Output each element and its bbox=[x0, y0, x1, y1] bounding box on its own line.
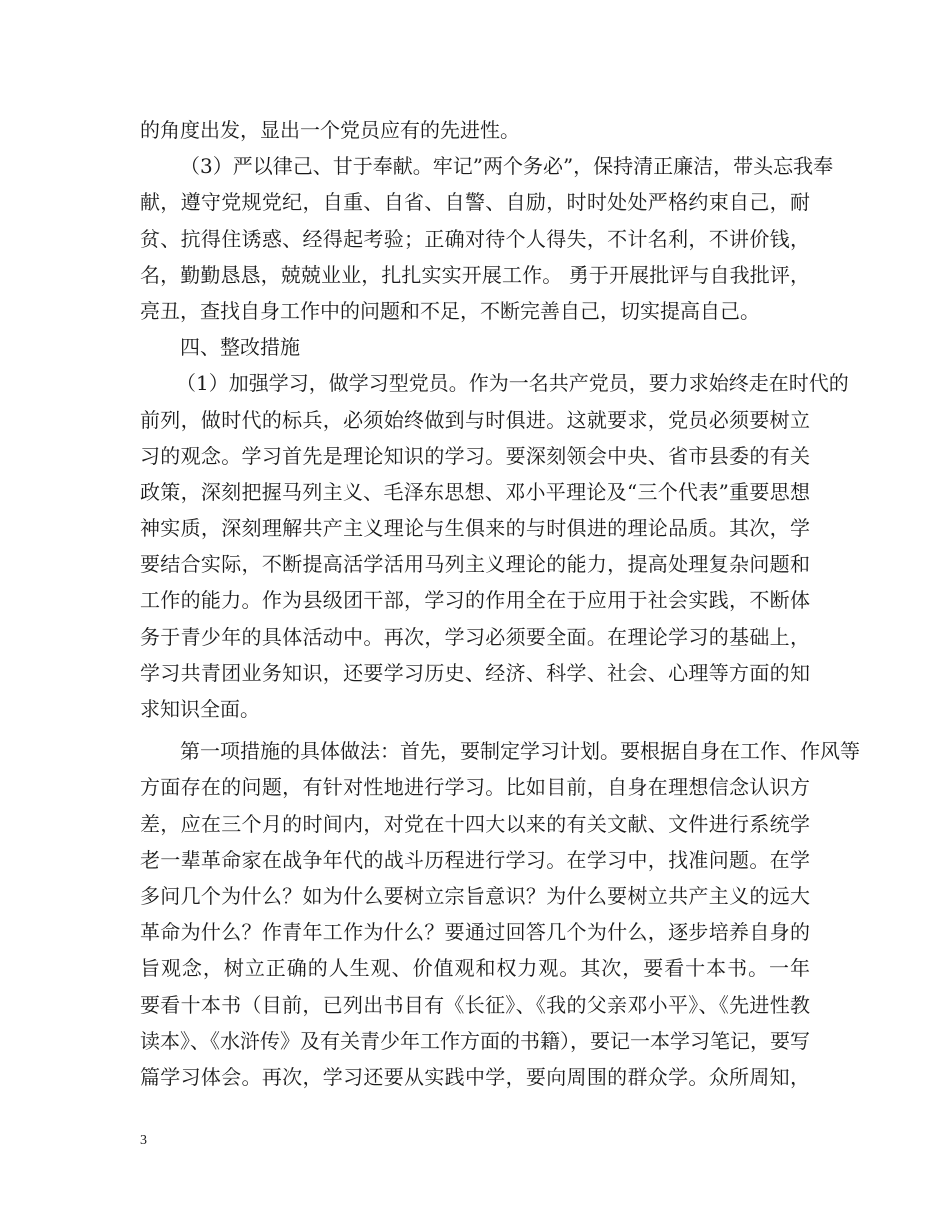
text-line: 神实质，深刻理解共产主义理论与生俱来的与时俱进的理论品质。其次，学 bbox=[140, 516, 810, 541]
text-line: （3）严以律己、甘于奉献。牢记”两个务必”，保持清正廉洁，带头忘我奉 bbox=[180, 154, 834, 179]
text-line: 要看十本书（目前，已列出书目有《长征》、《我的父亲邓小平》、《先进性教 bbox=[140, 992, 810, 1017]
text-line: 习的观念。学习首先是理论知识的学习。要深刻领会中央、省市县委的有关 bbox=[140, 443, 810, 468]
text-line: 前列，做时代的标兵，必须始终做到与时俱进。这就要求，党员必须要树立 bbox=[140, 407, 810, 432]
text-line: 的角度出发，显出一个党员应有的先进性。 bbox=[140, 118, 520, 142]
text-line: 工作的能力。作为县级团干部，学习的作用全在于应用于社会实践，不断体 bbox=[140, 588, 810, 613]
text-line: 名，勤勤恳恳，兢兢业业，扎扎实实开展工作。 勇于开展批评与自我批评， bbox=[140, 262, 810, 287]
section-heading: 四、整改措施 bbox=[180, 335, 300, 360]
text-line: 读本》、《水浒传》及有关青少年工作方面的书籍），要记一本学习笔记，要写 bbox=[140, 1028, 810, 1053]
text-line: 差，应在三个月的时间内，对党在十四大以来的有关文献、文件进行系统学 bbox=[140, 811, 810, 836]
text-line: 方面存在的问题，有针对性地进行学习。比如目前，自身在理想信念认识方 bbox=[140, 775, 810, 800]
text-line: 亮丑，查找自身工作中的问题和不足，不断完善自己，切实提高自己。 bbox=[140, 298, 760, 323]
text-line: （1）加强学习，做学习型党员。作为一名共产党员，要力求始终走在时代的 bbox=[176, 371, 849, 396]
text-line: 要结合实际，不断提高活学活用马列主义理论的能力，提高处理复杂问题和 bbox=[140, 552, 810, 577]
page-number: 3 bbox=[140, 1133, 147, 1148]
text-line: 旨观念，树立正确的人生观、价值观和权力观。其次，要看十本书。一年 bbox=[140, 956, 810, 981]
text-line: 贫、抗得住诱惑、经得起考验；正确对待个人得失，不计名利，不讲价钱， bbox=[140, 226, 810, 251]
text-line: 篇学习体会。再次，学习还要从实践中学，要向周围的群众学。众所周知， bbox=[140, 1064, 810, 1089]
text-line: 献，遵守党规党纪，自重、自省、自警、自励，时时处处严格约束自己，耐 bbox=[140, 190, 810, 215]
body-text bbox=[140, 112, 860, 1095]
text-line: 老一辈革命家在战争年代的战斗历程进行学习。在学习中，找准问题。在学 bbox=[140, 847, 810, 872]
text-line: 学习共青团业务知识，还要学习历史、经济、科学、社会、心理等方面的知 bbox=[140, 660, 810, 685]
text-line: 第一项措施的具体做法：首先，要制定学习计划。要根据自身在工作、作风等 bbox=[180, 739, 860, 764]
text-line: 革命为什么？作青年工作为什么？要通过回答几个为什么，逐步培养自身的 bbox=[140, 920, 810, 945]
text-line: 求知识全面。 bbox=[140, 697, 260, 721]
text-line: 多问几个为什么？如为什么要树立宗旨意识？为什么要树立共产主义的远大 bbox=[140, 883, 810, 908]
text-line: 务于青少年的具体活动中。再次，学习必须要全面。在理论学习的基础上， bbox=[140, 624, 810, 649]
text-line: 政策，深刻把握马列主义、毛泽东思想、邓小平理论及“三个代表”重要思想 bbox=[140, 479, 810, 504]
